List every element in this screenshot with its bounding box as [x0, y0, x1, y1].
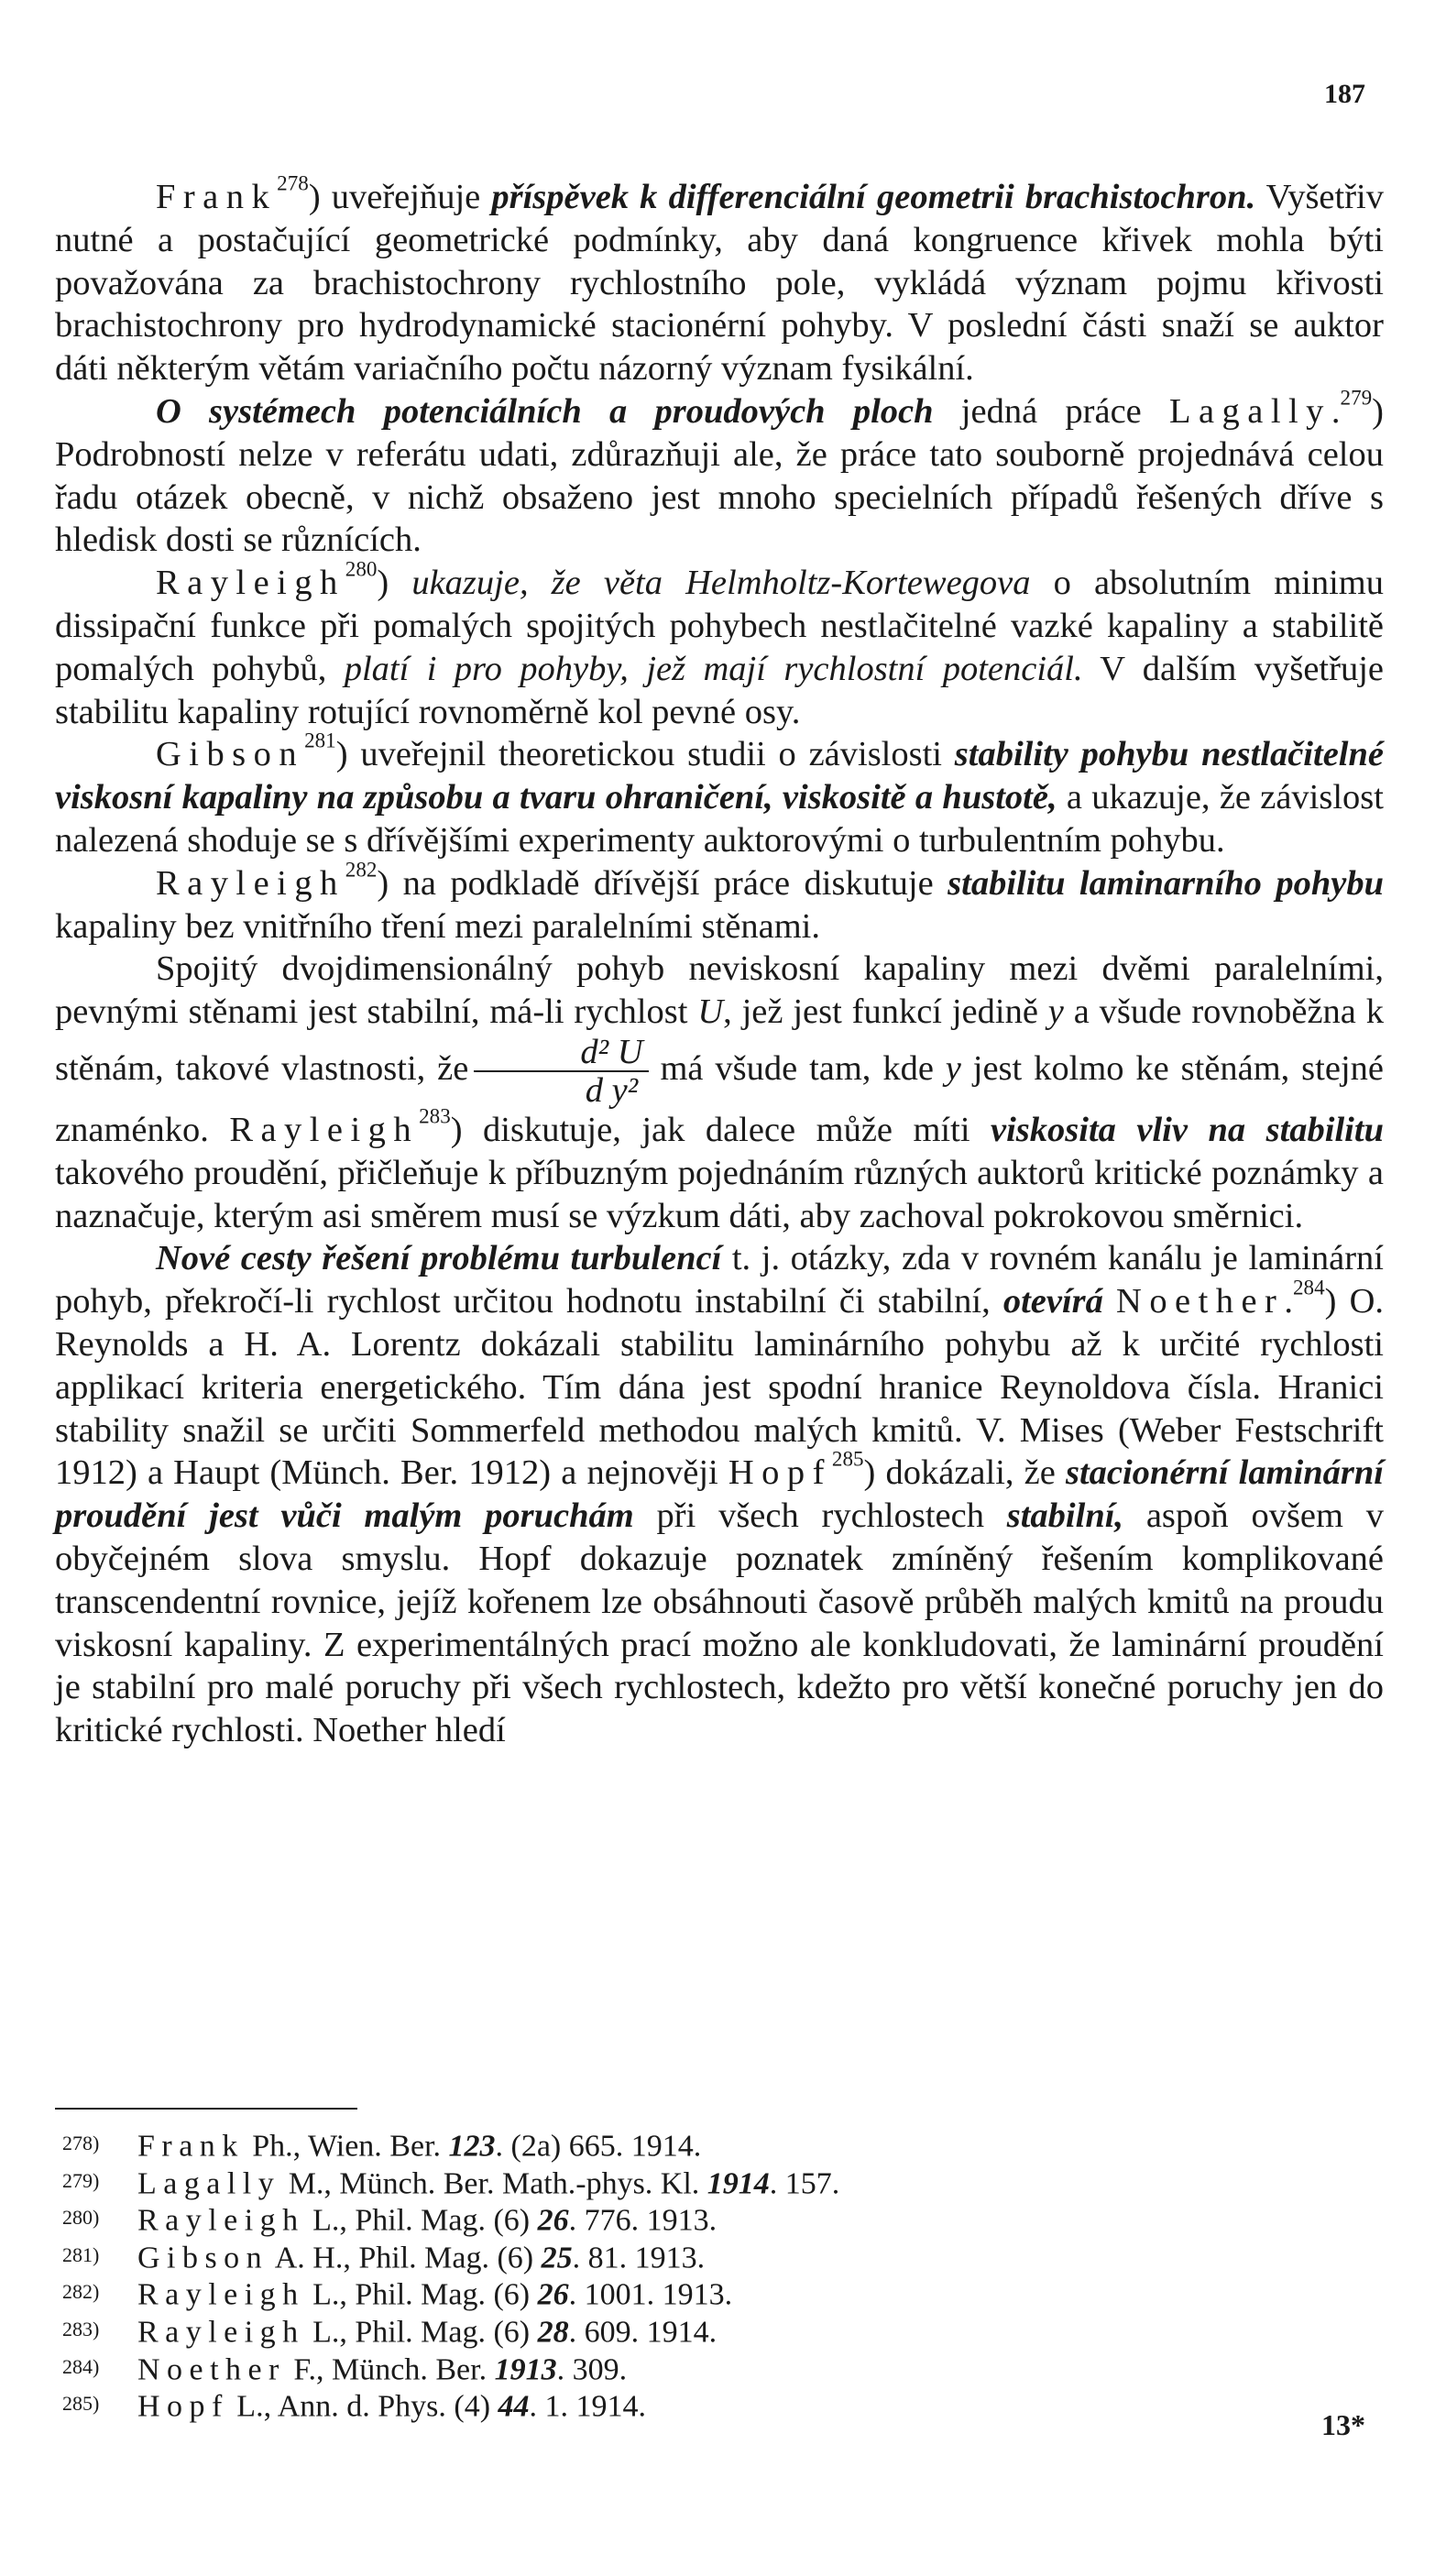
footnote-ref: 282 — [345, 857, 378, 882]
text-run: ) uveřejnil theoretickou studii o závislosti — [335, 735, 955, 774]
footnote-text: . 1. 1914. — [529, 2389, 647, 2424]
footnote — [62, 2312, 1329, 2350]
footnote-text: L., Phil. Mag. (6) — [304, 2203, 538, 2238]
author-name: Rayleigh — [156, 564, 345, 603]
author-name: Frank — [156, 178, 278, 216]
text-run: t. j. otázky, zda v rovném kanálu je laminární pohyb, překročí-li rychlost určitou hodnotu instabilní či stabilní, — [55, 1239, 1384, 1321]
text-run: ) O. Reynolds a H. A. Lorentz dokázali stabilitu laminárního pohybu až k určité rychlosti applikací kriteria energetického. Tím dána jest spodní hranice Reynoldova čísla. Hranici stability snažil se určiti Sommerfeld methodou malých kmitů. V. Mises (Weber Festschrift 1912) a Haupt (Münch. Ber. 1912) a nejnověji — [55, 1282, 1384, 1493]
footnote — [62, 2275, 1329, 2312]
footnote-text: . 609. 1914. — [568, 2315, 718, 2350]
emphasis: příspěvek k differenciální geometrii brachistochron. — [491, 178, 1256, 216]
text-run: jedná práce — [933, 391, 1170, 431]
paragraph-rayleigh-280 — [55, 556, 1384, 733]
emphasis: Nové cesty řešení problému turbulencí — [156, 1239, 722, 1278]
footnote — [62, 2350, 1329, 2387]
text-run: V dalším vyšetřuje stabilitu kapaliny rotující rovnoměrně kol pevné osy. — [55, 649, 1384, 731]
footnote-author: Rayleigh — [137, 2315, 305, 2350]
footnote-ref: 285 — [831, 1446, 864, 1471]
footnote — [62, 2200, 1329, 2238]
text-run: při všech rychlostech — [633, 1496, 1007, 1536]
text-run: má všude tam, kde — [648, 1048, 946, 1088]
emphasis: stacionérní laminární proudění jest vůči malým poruchám — [55, 1453, 1385, 1536]
emphasis: ukazuje, že věta Helmholtz-Kortewegova — [411, 564, 1031, 603]
footnote-number: 281) — [62, 2242, 100, 2266]
emphasis: stability pohybu nestlačitelné viskosní kapaliny na způsobu a tvaru ohraničení, viskositě a hustotě, — [55, 735, 1384, 817]
text-run: takového proudění, přičleňuje k příbuzným pojednáním různých auktorů kritické poznámky a naznačuje, kterým asi směrem musí se výzkum dáti, aby zachoval pokrokovou směrnici. — [55, 1153, 1384, 1235]
footnote-author: Frank — [137, 2129, 245, 2164]
footnote-ref: 280 — [345, 556, 378, 581]
footnote — [62, 2164, 1329, 2201]
paragraph-rayleigh-282 — [55, 857, 1385, 948]
emphasis: stabilní, — [1006, 1496, 1124, 1536]
text-run: Vyšetřiv nutné a postačující geometrické podmínky, aby daná kongruence křivek mohla býti považována za brachistochrony rychlostního pole, vykládá význam pojmu křivosti brachistochrony pro hydrodynamické stacionérní pohyby. V poslední části snaží se auktor dáti některým větám variačního počtu názorný význam fysikální. — [55, 178, 1384, 389]
footnote-volume: 26 — [537, 2277, 569, 2312]
emphasis: stabilitu laminarního pohybu — [948, 863, 1385, 903]
paragraph-lagally — [55, 385, 1384, 562]
fraction-denominator: d y² — [585, 1070, 639, 1110]
text-run: o absolutním minimu dissipační funkce při pomalých spojitých pohybech nestlačitelné vazké kapaliny a stabilitě pomalých pohybů, — [55, 564, 1384, 688]
text-run: a všude rovnoběžna k stěnám, takové vlastnosti, že — [55, 992, 1384, 1088]
footnote-text: . 309. — [556, 2352, 628, 2387]
footnote-ref: 278 — [277, 170, 309, 195]
footnote-number: 280) — [62, 2206, 100, 2230]
math-variable: y — [1047, 992, 1064, 1032]
footnote-text: . 157. — [769, 2166, 840, 2201]
footnote-text: L., Phil. Mag. (6) — [304, 2277, 538, 2312]
footnote-number: 285) — [62, 2392, 100, 2416]
footnote-text: A. H., Phil. Mag. (6) — [268, 2241, 542, 2275]
text-run: ) Podrobností nelze v referátu udati, zdůrazňuji ale, že práce tato souborně projednává celou řadu otázek obecně, v nichž obsaženo jest mnoho specielních případů řešených dříve s hledisk dosti se různících. — [55, 391, 1384, 560]
footnote-text: . (2a) 665. 1914. — [495, 2129, 702, 2164]
footnote-volume: 44 — [498, 2389, 530, 2424]
footnote-author: Gibson — [137, 2241, 269, 2275]
footnote-number: 283) — [62, 2317, 100, 2340]
footnote-volume: 123 — [448, 2129, 496, 2164]
text-run: ) dokázali, že — [863, 1453, 1066, 1493]
footnote-text: . 1001. 1913. — [568, 2277, 733, 2312]
author-name: Rayleigh — [156, 863, 345, 903]
fraction-numerator: d² U — [474, 1034, 648, 1072]
footnote-number: 284) — [62, 2354, 100, 2378]
text-run: a ukazuje, že závislost nalezená shoduje se s dřívějšími experimenty auktorovými o turbulentním pohybu. — [55, 778, 1384, 860]
footnote-author: Hopf — [137, 2389, 229, 2424]
footnote-volume: 1914 — [707, 2166, 770, 2201]
math-fraction — [474, 1034, 648, 1109]
footnote-text: Ph., Wien. Ber. — [244, 2129, 449, 2164]
signature-mark: 13* — [1321, 2408, 1365, 2441]
author-name: Gibson — [156, 735, 305, 774]
footnote-ref: 279 — [1340, 385, 1373, 410]
footnote-author: Noether — [137, 2352, 286, 2387]
footnotes — [62, 2126, 1329, 2424]
text-run — [1103, 1282, 1116, 1321]
math-variable: U — [697, 992, 724, 1032]
footnote-text: L., Phil. Mag. (6) — [304, 2315, 538, 2350]
paragraph-turbulence — [55, 1237, 1384, 1752]
page-number: 187 — [1324, 79, 1365, 109]
author-name: Rayleigh — [229, 1110, 420, 1149]
footnote-text: . 81. 1913. — [572, 2241, 706, 2275]
footnote-volume: 25 — [541, 2241, 573, 2275]
text-run: . — [1331, 391, 1341, 431]
footnote — [62, 2126, 1329, 2164]
footnote-number: 278) — [62, 2132, 100, 2154]
footnote-divider — [55, 2108, 357, 2110]
author-name: Lagally — [1169, 391, 1331, 431]
footnote — [62, 2386, 1329, 2424]
text-run: , jež jest funkcí jedině — [723, 992, 1048, 1032]
author-name: Hopf — [728, 1453, 832, 1493]
body-text — [55, 170, 1385, 1752]
text-run: kapaliny bez vnitřního tření mezi paralelními stěnami. — [55, 906, 820, 946]
text-run: ) diskutuje, jak dalece může míti — [450, 1110, 991, 1149]
text-run: ) uveřejňuje — [308, 178, 492, 216]
footnote-volume: 28 — [537, 2315, 569, 2350]
emphasis: otevírá — [1002, 1282, 1103, 1321]
footnote-volume: 1913 — [494, 2352, 557, 2387]
footnote-text: . 776. 1913. — [568, 2203, 718, 2238]
footnote-author: Lagally — [137, 2166, 281, 2201]
author-name: Noether — [1116, 1282, 1285, 1321]
footnote-text: L., Ann. d. Phys. (4) — [228, 2389, 498, 2424]
emphasis: viskosita vliv na stabilitu — [991, 1110, 1384, 1149]
footnote-ref: 284 — [1292, 1275, 1325, 1299]
text-run: Spojitý dvojdimensionálný pohyb neviskosní kapaliny mezi dvěmi paralelními, pevnými stěnami jest stabilní, má-li rychlost — [55, 949, 1384, 1032]
footnote-text: M., Münch. Ber. Math.-phys. Kl. — [280, 2166, 707, 2201]
footnote-number: 282) — [62, 2280, 100, 2304]
emphasis: O systémech potenciálních a proudových ploch — [156, 391, 934, 431]
text-run: ) na podkladě dřívější práce diskutuje — [377, 863, 948, 903]
text-run: . — [1284, 1282, 1293, 1321]
paragraph-stability — [55, 948, 1384, 1237]
footnote-ref: 283 — [419, 1103, 451, 1128]
text-run: aspoň ovšem v obyčejném slova smyslu. Hopf dokazuje poznatek zmíněný řešením komplikované transcendentní rovnice, jejíž kořenem lze obsáhnouti časově průběh malých kmitů na proudu viskosní kapaliny. Z experimentálných prací možno ale konkludovati, že laminární proudění je stabilní pro malé poruchy při všech rychlostech, kdežto pro větší konečné poruchy jen do kritické rychlosti. Noether hledí — [55, 1496, 1384, 1750]
footnote — [62, 2238, 1329, 2275]
emphasis: platí i pro pohyby, jež mají rychlostní potenciál. — [344, 649, 1083, 688]
footnote-number: 279) — [62, 2168, 100, 2192]
paragraph-frank — [55, 170, 1384, 390]
math-variable: y — [945, 1048, 961, 1088]
text-run: jest kolmo ke stěnám, stejné znaménko. — [55, 1048, 1384, 1149]
footnote-text: F., Münch. Ber. — [285, 2352, 495, 2387]
footnote-volume: 26 — [537, 2203, 569, 2238]
footnote-author: Rayleigh — [137, 2203, 305, 2238]
paragraph-gibson — [55, 728, 1384, 861]
text-run: ) — [377, 564, 412, 603]
footnote-ref: 281 — [304, 728, 336, 752]
footnote-author: Rayleigh — [137, 2277, 305, 2312]
